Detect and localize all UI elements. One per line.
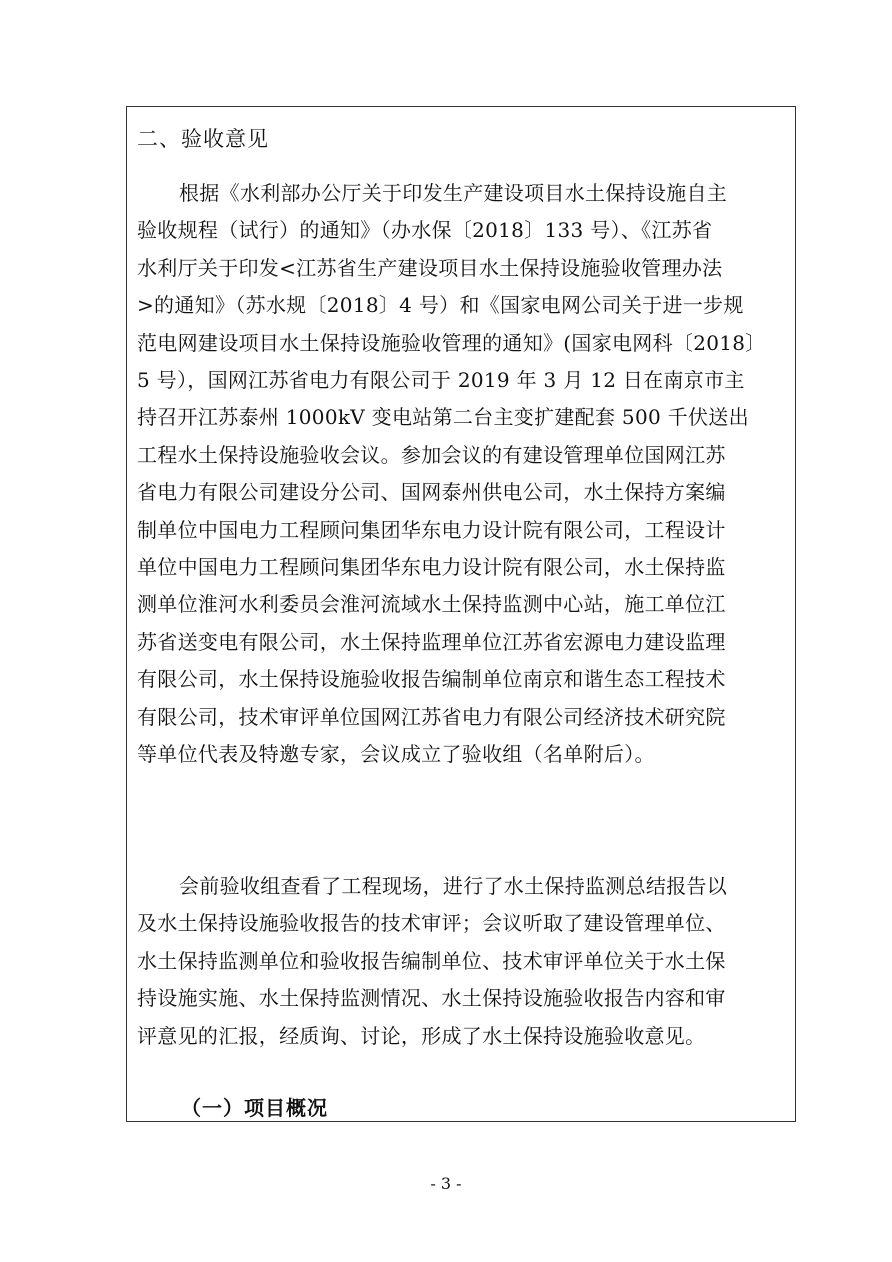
content-frame (126, 106, 796, 1122)
subsection-title: （一）项目概况 (181, 1096, 328, 1120)
paragraph-meeting: 会前验收组查看了工程现场，进行了水土保持监测总结报告以 及水土保持设施验收报告的技术审评；会议听取了建设管理单位、 水土保持监测单位和验收报告编制单位、技术审评单位关于水土保 持设施实施、水土保持监测情况、水土保持设施验收报告内容和审 评意见的汇报，经质询、讨论，形成了水土保持设施验收意见。 (137, 874, 728, 1048)
section-title: 二、验收意见 (137, 127, 269, 151)
paragraph-basis: 根据《水利部办公厅关于印发生产建设项目水土保持设施自主 验收规程（试行）的通知》（办水保〔2018〕133 号）、《江苏省 水利厅关于印发<江苏省生产建设项目水土保持设施验收管理办法 >的通知》（苏水规〔2018〕4 号）和《国家电网公司关于进一步规 范电网建设项目水土保持设施验收管理的通知》(国家电网科〔2018〕 5 号），国网江苏省电力有限公司于 2019 年 3 月 12 日在南京市主 持召开江苏泰州 1000kV 变电站第二台主变扩建配套 500 千伏送出 工程水土保持设施验收会议。参加会议的有建设管理单位国网江苏 省电力有限公司建设分公司、国网泰州供电公司，水土保持方案编 制单位中国电力工程顾问集团华东电力设计院有限公司，工程设计 单位中国电力工程顾问集团华东电力设计院有限公司，水土保持监 测单位淮河水利委员会淮河流域水土保持监测中心站，施工单位江 苏省送变电有限公司，水土保持监理单位江苏省宏源电力建设监理 有限公司，水土保持设施验收报告编制单位南京和谐生态工程技术 有限公司，技术审评单位国网江苏省电力有限公司经济技术研究院 等单位代表及特邀专家，会议成立了验收组（名单附后）。 (137, 181, 766, 767)
page-number: - 3 - (430, 1174, 462, 1193)
